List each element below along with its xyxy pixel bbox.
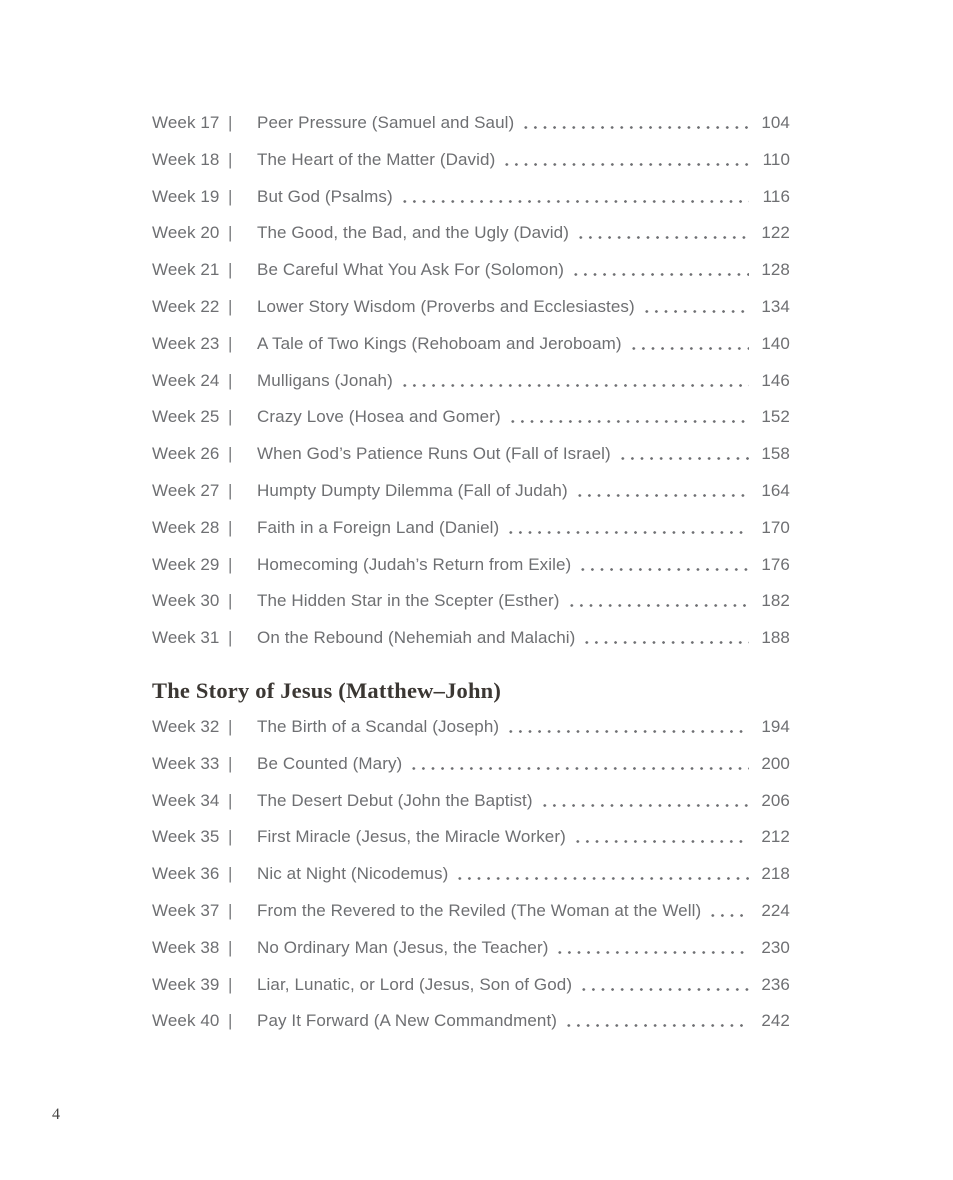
entry-page-number: 164	[761, 480, 790, 500]
toc-entry	[152, 105, 790, 142]
entry-title: Pay It Forward (A New Commandment)	[257, 1011, 558, 1031]
separator-bar: |	[228, 407, 233, 427]
week-label: Week 21	[152, 260, 220, 280]
dot-leader	[576, 236, 749, 239]
dot-leader	[582, 641, 749, 644]
dot-leader	[409, 767, 749, 770]
separator-bar: |	[228, 480, 233, 500]
toc-entry	[152, 967, 790, 1004]
toc-entry	[152, 179, 790, 216]
week-label: Week 33	[152, 753, 220, 773]
entry-title: Mulligans (Jonah)	[257, 370, 393, 390]
toc-entry	[152, 326, 790, 363]
dot-leader	[575, 494, 749, 497]
dot-leader	[573, 840, 749, 843]
separator-bar: |	[228, 333, 233, 353]
entry-title: Be Careful What You Ask For (Solomon)	[257, 260, 565, 280]
week-label: Week 31	[152, 628, 220, 648]
entry-title: A Tale of Two Kings (Rehoboam and Jeroboam)	[257, 333, 622, 353]
week-label: Week 19	[152, 186, 220, 206]
entry-title: Lower Story Wisdom (Proverbs and Ecclesiastes)	[257, 296, 635, 316]
entry-title: No Ordinary Man (Jesus, the Teacher)	[257, 937, 549, 957]
week-label: Week 27	[152, 480, 220, 500]
toc-entry	[152, 583, 790, 620]
week-label: Week 22	[152, 296, 220, 316]
entry-page-number: 242	[761, 1011, 790, 1031]
entry-page-number: 140	[761, 333, 790, 353]
week-label: Week 30	[152, 591, 220, 611]
separator-bar: |	[228, 753, 233, 773]
entry-page-number: 134	[761, 296, 790, 316]
entry-page-number: 194	[761, 716, 790, 736]
separator-bar: |	[228, 716, 233, 736]
entry-title: Nic at Night (Nicodemus)	[257, 864, 449, 884]
entry-title: Humpty Dumpty Dilemma (Fall of Judah)	[257, 480, 568, 500]
toc-entry	[152, 819, 790, 856]
entry-title: Crazy Love (Hosea and Gomer)	[257, 407, 501, 427]
toc-entry	[152, 510, 790, 547]
entry-title: On the Rebound (Nehemiah and Malachi)	[257, 628, 576, 648]
separator-bar: |	[228, 864, 233, 884]
toc-entry	[152, 473, 790, 510]
table-of-contents	[152, 105, 790, 1040]
entry-page-number: 110	[762, 149, 790, 169]
dot-leader	[567, 604, 750, 607]
toc-entry	[152, 746, 790, 783]
week-label: Week 17	[152, 113, 220, 132]
week-label: Week 25	[152, 407, 220, 427]
toc-section-rows	[152, 709, 790, 1040]
week-label: Week 24	[152, 370, 220, 390]
separator-bar: |	[228, 223, 233, 243]
separator-bar: |	[228, 113, 233, 132]
entry-page-number: 146	[761, 370, 790, 390]
dot-leader	[506, 531, 749, 534]
separator-bar: |	[228, 296, 233, 316]
entry-title: From the Revered to the Reviled (The Woman at the Well)	[257, 900, 702, 920]
separator-bar: |	[228, 790, 233, 810]
entry-page-number: 212	[761, 827, 790, 847]
toc-entry	[152, 547, 790, 584]
entry-page-number: 200	[761, 753, 790, 773]
toc-entry	[152, 856, 790, 893]
week-label: Week 37	[152, 900, 220, 920]
toc-section	[152, 672, 790, 1040]
entry-title: The Good, the Bad, and the Ugly (David)	[257, 223, 569, 243]
toc-entry	[152, 930, 790, 967]
entry-page-number: 188	[761, 628, 790, 648]
dot-leader	[564, 1024, 749, 1027]
dot-leader	[618, 457, 749, 460]
dot-leader	[400, 384, 749, 387]
week-label: Week 40	[152, 1011, 220, 1031]
week-label: Week 34	[152, 790, 220, 810]
entry-title: The Birth of a Scandal (Joseph)	[257, 716, 500, 736]
dot-leader	[642, 310, 749, 313]
week-label: Week 39	[152, 974, 220, 994]
week-label: Week 38	[152, 937, 220, 957]
separator-bar: |	[228, 260, 233, 280]
week-label: Week 18	[152, 149, 220, 169]
week-label: Week 28	[152, 517, 220, 537]
separator-bar: |	[228, 974, 233, 994]
entry-page-number: 176	[761, 554, 790, 574]
entry-title: The Desert Debut (John the Baptist)	[257, 790, 533, 810]
dot-leader	[508, 420, 749, 423]
dot-leader	[629, 347, 749, 350]
separator-bar: |	[228, 554, 233, 574]
separator-bar: |	[228, 900, 233, 920]
entry-page-number: 152	[761, 407, 790, 427]
entry-page-number: 218	[761, 864, 790, 884]
separator-bar: |	[228, 1011, 233, 1031]
entry-title: Homecoming (Judah’s Return from Exile)	[257, 554, 572, 574]
separator-bar: |	[228, 591, 233, 611]
dot-leader	[571, 273, 749, 276]
toc-entry	[152, 620, 790, 657]
week-label: Week 23	[152, 333, 220, 353]
section-heading: The Story of Jesus (Matthew–John)	[152, 677, 502, 703]
separator-bar: |	[228, 444, 233, 464]
toc-entry	[152, 709, 790, 746]
entry-page-number: 158	[761, 444, 790, 464]
toc-entry	[152, 399, 790, 436]
separator-bar: |	[228, 628, 233, 648]
entry-page-number: 122	[761, 223, 790, 243]
week-label: Week 20	[152, 223, 220, 243]
separator-bar: |	[228, 827, 233, 847]
toc-entry	[152, 363, 790, 400]
week-label: Week 36	[152, 864, 220, 884]
dot-leader	[579, 988, 749, 991]
entry-title: Faith in a Foreign Land (Daniel)	[257, 517, 500, 537]
toc-section-rows	[152, 105, 790, 657]
toc-entry	[152, 893, 790, 930]
entry-title: The Hidden Star in the Scepter (Esther)	[257, 591, 560, 611]
entry-page-number: 224	[761, 900, 790, 920]
entry-title: When God’s Patience Runs Out (Fall of Israel)	[257, 444, 611, 464]
entry-page-number: 116	[762, 186, 790, 206]
toc-entry	[152, 783, 790, 820]
entry-title: First Miracle (Jesus, the Miracle Worker)	[257, 827, 566, 847]
entry-page-number: 170	[761, 517, 790, 537]
entry-title: Peer Pressure (Samuel and Saul)	[257, 113, 515, 132]
week-label: Week 29	[152, 554, 220, 574]
entry-title: Be Counted (Mary)	[257, 753, 403, 773]
toc-entry	[152, 1003, 790, 1040]
entry-page-number: 206	[761, 790, 790, 810]
toc-entry	[152, 252, 790, 289]
toc-section	[152, 105, 790, 657]
separator-bar: |	[228, 370, 233, 390]
dot-leader	[708, 914, 749, 917]
dot-leader	[555, 951, 749, 954]
dot-leader	[506, 730, 749, 733]
separator-bar: |	[228, 937, 233, 957]
toc-entry	[152, 142, 790, 179]
toc-entry	[152, 289, 790, 326]
week-label: Week 32	[152, 716, 220, 736]
entry-title: But God (Psalms)	[257, 186, 393, 206]
toc-entry	[152, 215, 790, 252]
entry-page-number: 230	[761, 937, 790, 957]
entry-title: The Heart of the Matter (David)	[257, 149, 496, 169]
page-number: 4	[52, 1106, 60, 1123]
entry-page-number: 104	[761, 113, 790, 132]
dot-leader	[521, 126, 749, 129]
entry-page-number: 236	[761, 974, 790, 994]
dot-leader	[540, 804, 749, 807]
dot-leader	[455, 877, 749, 880]
entry-page-number: 182	[761, 591, 790, 611]
separator-bar: |	[228, 186, 233, 206]
entry-title: Liar, Lunatic, or Lord (Jesus, Son of God)	[257, 974, 573, 994]
dot-leader	[400, 200, 749, 203]
dot-leader	[578, 568, 749, 571]
separator-bar: |	[228, 517, 233, 537]
dot-leader	[502, 163, 749, 166]
week-label: Week 26	[152, 444, 220, 464]
toc-entry	[152, 436, 790, 473]
entry-page-number: 128	[761, 260, 790, 280]
week-label: Week 35	[152, 827, 220, 847]
separator-bar: |	[228, 149, 233, 169]
